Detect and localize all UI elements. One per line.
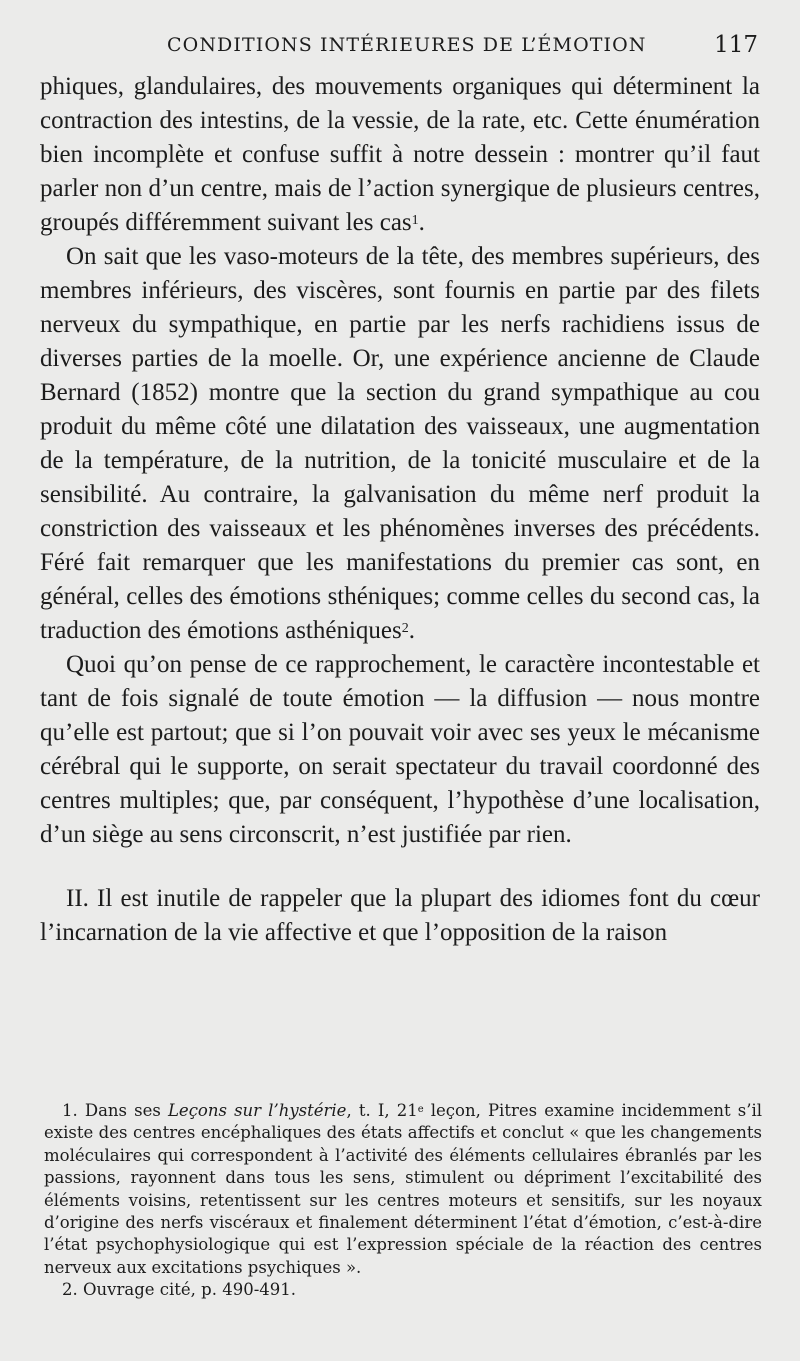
paragraph-diffusion: Quoi qu’on pense de ce rapprochement, le caractère incontestable et tant de fois signalé de toute émotion — la diffusion — nous montre qu’elle est partout; que si l’on pouvait voir avec ses yeux le mécanisme cérébral qui le supporte, on serait spectateur du travail coordonné des centres multiples; que, par conséquent, l’hypothèse d’une localisation, d’un siège au sens circonscrit, n’est justifiée par rien.: [40, 651, 760, 848]
cited-work-title: Leçons sur l’hystérie: [167, 1101, 347, 1120]
paragraph-text: phiques, glandulaires, des mouvements organiques qui déterminent la contraction des intestins, de la vessie, de la rate, etc. Cette énumération bien incomplète et confuse suffit à notre dessein : montrer qu’il faut parler non d’un centre, mais de l’action synergique de plusieurs centres, groupés différemment suivant les cas: [40, 73, 760, 236]
running-header: [40, 34, 760, 62]
main-text: [40, 70, 760, 950]
footnotes: [44, 1100, 762, 1302]
footnote-2: 2. Ouvrage cité, p. 490-491.: [62, 1280, 297, 1300]
paragraph-continued: [40, 70, 760, 240]
page-number: 117: [714, 32, 758, 58]
running-title: CONDITIONS INTÉRIEURES DE L’ÉMOTION: [167, 34, 647, 56]
footnote-1: 1. Dans ses Leçons sur l’hystérie, t. I, 21e leçon, Pitres examine incidemment s’il existe des centres encéphaliques des états affectifs et conclut « que les changements moléculaires qui correspondent à l’activité des éléments cellulaires ébranlés par les passions, rayonnent dans tous les sens, stimulent ou dépriment l’excitabilité des éléments voisins, retentissent sur les centres moteurs et sensitifs, sur les noyaux d’origine des nerfs viscéraux et finalement déterminent l’état d’émotion, c’est-à-dire l’état psychophysiologique qui est l’expression spéciale de la réaction des centres nerveux aux excitations psychiques ».: [44, 1101, 762, 1277]
footnote-ref-2: 2: [401, 621, 409, 636]
paragraph-section-ii: II. Il est inutile de rappeler que la plupart des idiomes font du cœur l’incarnation de la vie affective et que l’opposition de la raison: [40, 885, 760, 946]
paragraph-vasomoteurs: [40, 240, 760, 648]
paragraph-end: .: [408, 617, 415, 644]
footnote-ref-1: 1: [411, 213, 419, 228]
paragraph-text: On sait que les vaso-moteurs de la tête, des membres supérieurs, des membres inférieurs, des viscères, sont fournis en partie par des filets nerveux du sympathique, en partie par les nerfs rachidiens issus de diverses parties de la moelle. Or, une expérience ancienne de Claude Bernard (1852) montre que la section du grand sympathique au cou produit du même côté une dilatation des vaisseaux, une augmentation de la température, de la nutrition, de la tonicité musculaire et de la sensibilité. Au contraire, la galvanisation du même nerf produit la constriction des vaisseaux et les phénomènes inverses des précédents. Féré fait remarquer que les manifestations du premier cas sont, en général, celles des émotions sthéniques; comme celles du second cas, la traduction des émotions asthéniques: [40, 243, 760, 644]
paragraph-end: .: [418, 209, 425, 236]
